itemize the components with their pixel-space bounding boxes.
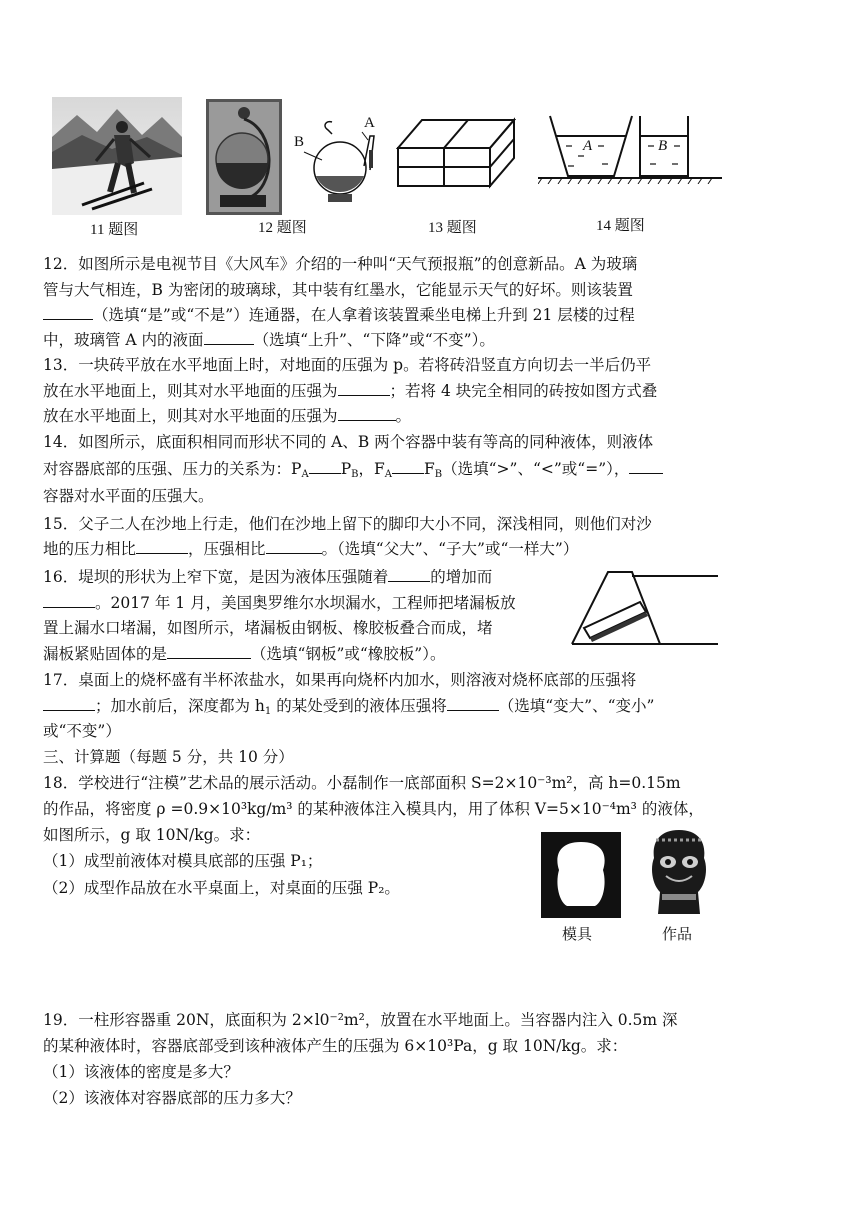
skier-photo [52, 97, 182, 215]
q12-line2: 管与大气相连，B 为密闭的玻璃球，其中装有红墨水，它能显示天气的好坏。则该装置 [43, 281, 633, 299]
q18-line5: （2）成型作品放在水平桌面上，对桌面的压强 P₂。 [43, 879, 400, 897]
fig12-label-a: A [364, 115, 375, 131]
q19-line2: 的某种液体时，容器底部受到该种液体产生的压强为 6×10³Pa，g 取 10N/kg。求： [43, 1037, 628, 1055]
q18-line2: 的作品，将密度 ρ =0.9×10³kg/m³ 的某种液体注入模具内，用了体积 V=5×10⁻⁴m³ 的液体， [43, 800, 704, 818]
fig13-caption: 13 题图 [428, 220, 477, 236]
q14-line1: 14．如图所示，底面积相同而形状不同的 A、B 两个容器中装有等高的同种液体，则液体 [43, 433, 654, 451]
fig11-caption: 11 题图 [90, 222, 139, 238]
q17-line2: ；加水前后，深度都为 $h_1$ 的某处受到的液体压强将 （选填“变大”、“变小” [43, 694, 654, 724]
weather-bottle-diagram [292, 112, 384, 208]
dam-diagram [570, 566, 720, 650]
q12-line1: 12．如图所示是电视节目《大风车》介绍的一种叫“天气预报瓶”的创意新品。A 为玻璃 [43, 255, 638, 273]
work-image [646, 828, 712, 920]
q12-line4: 中，玻璃管 A 内的液面 （选填“上升”、“下降”或“不变”）。 [43, 331, 495, 349]
q19-line3: （1）该液体的密度是多大？ [43, 1063, 239, 1081]
section-heading: 三、计算题（每题 5 分，共 10 分） [43, 748, 294, 766]
q15-line2: 地的压力相比 ，压强相比 。（选填“父大”、“子大”或“一样大”） [43, 540, 579, 558]
mold-image [541, 832, 621, 918]
containers-diagram [538, 110, 722, 184]
q17-line1: 17．桌面上的烧杯盛有半杯浓盐水，如果再向烧杯内加水，则溶液对烧杯底部的压强将 [43, 671, 637, 689]
q13-line3: 放在水平地面上，则其对水平地面的压强为 。 [43, 407, 412, 425]
q16-line4: 漏板紧贴固体的是 （选填“钢板”或“橡胶板”）。 [43, 645, 446, 663]
weather-bottle-photo [206, 99, 282, 215]
answer-blank[interactable] [204, 329, 254, 345]
answer-blank[interactable] [338, 380, 390, 396]
q18-line1: 18．学校进行“注模”艺术品的展示活动。小磊制作一底部面积 S=2×10⁻³m²，高 h=0.15m [43, 774, 681, 792]
q13-line1: 13．一块砖平放在水平地面上时，对地面的压强为 p。若将砖沿竖直方向切去一半后仍平 [43, 356, 652, 374]
answer-blank[interactable] [309, 458, 341, 474]
q15-line1: 15．父子二人在沙地上行走，他们在沙地上留下的脚印大小不同，深浅相同，则他们对沙 [43, 515, 652, 533]
q16-line2: 。2017 年 1 月，美国奥罗维尔水坝漏水，工程师把堵漏板放 [43, 591, 516, 616]
q19-line1: 19．一柱形容器重 20N，底面积为 2×l0⁻²m²，放置在水平地面上。当容器内注入 0.5m 深 [43, 1011, 678, 1029]
fig14-label-a: A [583, 138, 593, 154]
fig14-caption: 14 题图 [596, 218, 645, 234]
answer-blank[interactable] [167, 643, 251, 659]
answer-blank[interactable] [388, 566, 430, 582]
answer-blank[interactable] [629, 458, 663, 474]
q14-line2: 对容器底部的压强、压力的关系为：$P_A$ $P_B$，$F_A$ $F_B$（选填“>”、“<”或“=”）， [43, 457, 663, 487]
fig12-caption: 12 题图 [258, 220, 307, 236]
answer-blank[interactable] [447, 695, 499, 711]
q17-line3: 或“不变”） [43, 722, 121, 740]
q18-line3: 如图所示，g 取 10N/kg。求： [43, 826, 261, 844]
q16-line3: 置上漏水口堵漏，如图所示，堵漏板由钢板、橡胶板叠合而成，堵 [43, 619, 493, 637]
answer-blank[interactable] [136, 538, 188, 554]
q18-line4: （1）成型前液体对模具底部的压强 P₁； [43, 852, 323, 870]
fig12-label-b: B [294, 134, 305, 150]
answer-blank[interactable] [392, 458, 424, 474]
q16-line1: 16．堤坝的形状为上窄下宽，是因为液体压强随着 的增加而 [43, 568, 493, 586]
answer-blank[interactable] [43, 592, 95, 608]
fig14-label-b: B [658, 138, 668, 154]
answer-blank[interactable] [266, 538, 322, 554]
q19-line4: （2）该液体对容器底部的压力多大？ [43, 1089, 301, 1107]
bricks-diagram [396, 116, 516, 190]
mold-caption: 模具 [562, 925, 593, 943]
answer-blank[interactable] [338, 405, 396, 421]
q14-line3: 容器对水平面的压强大。 [43, 487, 214, 505]
q13-line2: 放在水平地面上，则其对水平地面的压强为 ；若将 4 块完全相同的砖按如图方式叠 [43, 382, 658, 400]
work-caption: 作品 [662, 925, 693, 943]
q12-line3: （选填“是”或“不是”）连通器，在人拿着该装置乘坐电梯上升到 21 层楼的过程 [43, 303, 635, 328]
answer-blank[interactable] [43, 304, 93, 320]
answer-blank[interactable] [43, 695, 95, 711]
